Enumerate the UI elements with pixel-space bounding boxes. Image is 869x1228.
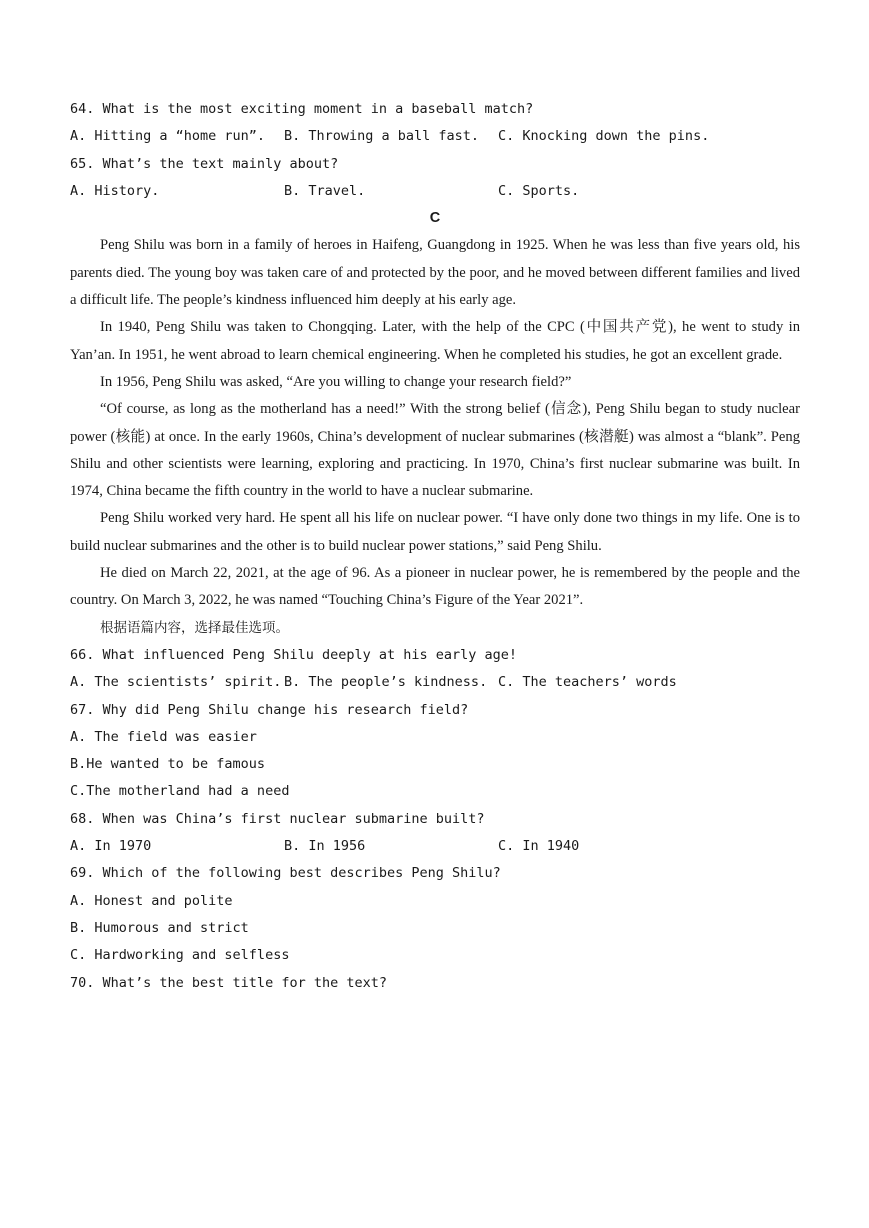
question-64-options bbox=[70, 123, 800, 150]
question-64-stem: 64. What is the most exciting moment in a baseball match? bbox=[70, 101, 534, 117]
question-66-stem: 66. What influenced Peng Shilu deeply at his early age! bbox=[70, 646, 518, 663]
passage-paragraph-2: In 1940, Peng Shilu was taken to Chongqing. Later, with the help of the CPC (中国共产党), he went to study in Yan’an. In 1951, he went abroad to learn chemical engineering. When he completed his studies, he got an excellent grade. bbox=[70, 319, 800, 363]
question-69-option-b: B. Humorous and strict bbox=[70, 919, 249, 936]
question-67-stem: 67. Why did Peng Shilu change his research field? bbox=[70, 701, 469, 718]
question-69-option-c: C. Hardworking and selfless bbox=[70, 947, 290, 964]
question-67-option-c: C.The motherland had a need bbox=[70, 783, 290, 800]
question-66-option-b: B. The people’s kindness. bbox=[284, 674, 488, 691]
question-68-option-b: B. In 1956 bbox=[284, 838, 366, 855]
question-64-option-b: B. Throwing a ball fast. bbox=[284, 128, 480, 145]
question-65-option-a: A. History. bbox=[70, 182, 160, 199]
question-66-option-a: A. The scientists’ spirit. bbox=[70, 674, 282, 691]
passage-paragraph-4: “Of course, as long as the motherland has a need!” With the strong belief (信念), Peng Shilu began to study nuclear power (核能) at once. In the early 1960s, China’s development of nuclear submarines (核潜艇) was almost a “blank”. Peng Shilu and other scientists were learning, exploring and practicing. In 1970, China’s first nuclear submarine was built. In 1974, China became the fifth country in the world to have a nuclear submarine. bbox=[70, 401, 800, 500]
section-instruction: 根据语篇内容，选择最佳选项。 bbox=[100, 619, 289, 636]
question-65-stem: 65. What’s the text mainly about? bbox=[70, 155, 339, 172]
question-66-option-c: C. The teachers’ words bbox=[498, 674, 677, 691]
question-70-stem: 70. What’s the best title for the text? bbox=[70, 974, 387, 991]
question-68-option-a: A. In 1970 bbox=[70, 838, 152, 855]
passage-paragraph-3: In 1956, Peng Shilu was asked, “Are you willing to change your research field?” bbox=[100, 373, 572, 390]
question-64-option-a: A. Hitting a “home run”. bbox=[70, 128, 266, 145]
question-64-option-c: C. Knocking down the pins. bbox=[498, 128, 710, 145]
question-65-options bbox=[70, 178, 800, 205]
section-heading: C bbox=[429, 210, 441, 227]
question-66-options bbox=[70, 669, 800, 696]
question-69-option-a: A. Honest and polite bbox=[70, 892, 233, 909]
passage-paragraph-1: Peng Shilu was born in a family of heroes in Haifeng, Guangdong in 1925. When he was less than five years old, his parents died. The young boy was taken care of and protected by the poor, and he moved between different families and lived a difficult life. The people’s kindness influenced him deeply at his early age. bbox=[70, 237, 800, 309]
document-page bbox=[70, 96, 800, 997]
passage-paragraph-6: He died on March 22, 2021, at the age of 96. As a pioneer in nuclear power, he is remembered by the people and the country. On March 3, 2022, he was named “Touching China’s Figure of the Year 2021”. bbox=[70, 565, 800, 609]
question-69-stem: 69. Which of the following best describes Peng Shilu? bbox=[70, 865, 501, 882]
question-68-stem: 68. When was China’s first nuclear submarine built? bbox=[70, 810, 485, 827]
question-65-option-b: B. Travel. bbox=[284, 182, 366, 199]
question-68-options bbox=[70, 833, 800, 860]
question-67-option-b: B.He wanted to be famous bbox=[70, 756, 266, 773]
question-65-option-c: C. Sports. bbox=[498, 182, 580, 199]
question-68-option-c: C. In 1940 bbox=[498, 838, 580, 855]
question-67-option-a: A. The field was easier bbox=[70, 728, 257, 745]
passage-paragraph-5: Peng Shilu worked very hard. He spent all his life on nuclear power. “I have only done two things in my life. One is to build nuclear submarines and the other is to build nuclear power stations,” said Peng Shilu. bbox=[70, 510, 800, 554]
